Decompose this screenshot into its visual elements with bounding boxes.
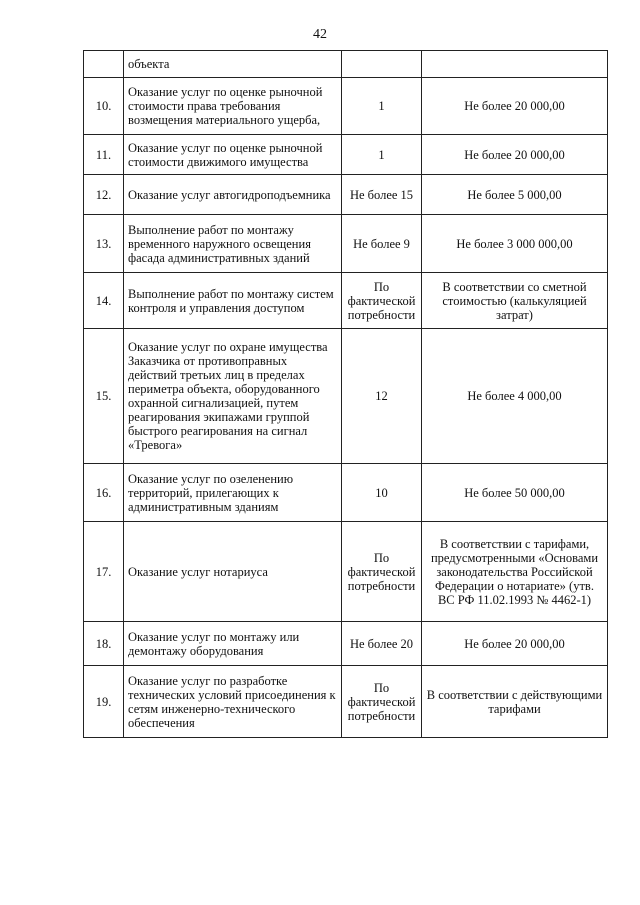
service-price: В соответствии с тарифами, предусмотренными «Основами законодательства Российской Федерации о нотариате» (утв. ВС РФ 11.02.1993 № 4462-1) — [422, 522, 608, 622]
table-row — [84, 329, 608, 464]
table-row — [84, 666, 608, 738]
service-name: Выполнение работ по монтажу временного наружного освещения фасада административных зданий — [124, 215, 342, 273]
service-price: В соответствии с действующими тарифами — [422, 666, 608, 738]
row-number: 12. — [84, 175, 124, 215]
page-number: 42 — [313, 27, 327, 42]
table-row — [84, 522, 608, 622]
service-price: Не более 20 000,00 — [422, 622, 608, 666]
service-quantity: Не более 9 — [342, 215, 422, 273]
service-quantity: По фактической потребности — [342, 666, 422, 738]
service-quantity: 12 — [342, 329, 422, 464]
service-quantity: 10 — [342, 464, 422, 522]
service-quantity: По фактической потребности — [342, 273, 422, 329]
row-number: 13. — [84, 215, 124, 273]
service-quantity: 1 — [342, 135, 422, 175]
service-price: Не более 3 000 000,00 — [422, 215, 608, 273]
service-price: Не более 5 000,00 — [422, 175, 608, 215]
service-price: Не более 4 000,00 — [422, 329, 608, 464]
row-number: 19. — [84, 666, 124, 738]
table-row — [84, 78, 608, 135]
service-price: В соответствии со сметной стоимостью (калькуляцией затрат) — [422, 273, 608, 329]
service-name: Оказание услуг по озеленению территорий, прилегающих к административным зданиям — [124, 464, 342, 522]
table-row — [84, 273, 608, 329]
service-name: Оказание услуг по монтажу или демонтажу оборудования — [124, 622, 342, 666]
row-number: 10. — [84, 78, 124, 135]
row-number: 18. — [84, 622, 124, 666]
row-number: 16. — [84, 464, 124, 522]
row-number: 14. — [84, 273, 124, 329]
service-quantity: Не более 20 — [342, 622, 422, 666]
service-name: объекта — [124, 51, 342, 78]
service-name: Оказание услуг по охране имущества Заказчика от противоправных действий третьих лиц в пределах периметра объекта, оборудованного охранной сигнализацией, путем реагирования экипажами группой быстрого реагирования на сигнал «Тревога» — [124, 329, 342, 464]
service-price: Не более 20 000,00 — [422, 78, 608, 135]
row-number: 17. — [84, 522, 124, 622]
row-number — [84, 51, 124, 78]
table-row — [84, 135, 608, 175]
table-row — [84, 215, 608, 273]
table-row — [84, 622, 608, 666]
service-quantity: Не более 15 — [342, 175, 422, 215]
row-number: 15. — [84, 329, 124, 464]
service-name: Выполнение работ по монтажу систем контроля и управления доступом — [124, 273, 342, 329]
service-quantity — [342, 51, 422, 78]
service-name: Оказание услуг по оценке рыночной стоимости движимого имущества — [124, 135, 342, 175]
service-quantity: По фактической потребности — [342, 522, 422, 622]
service-name: Оказание услуг автогидроподъемника — [124, 175, 342, 215]
row-number: 11. — [84, 135, 124, 175]
service-price — [422, 51, 608, 78]
table-row — [84, 51, 608, 78]
service-name: Оказание услуг нотариуса — [124, 522, 342, 622]
service-quantity: 1 — [342, 78, 422, 135]
service-price: Не более 20 000,00 — [422, 135, 608, 175]
service-name: Оказание услуг по оценке рыночной стоимости права требования возмещения материального ущерба, — [124, 78, 342, 135]
service-name: Оказание услуг по разработке технических условий присоединения к сетям инженерно-технического обеспечения — [124, 666, 342, 738]
service-price: Не более 50 000,00 — [422, 464, 608, 522]
services-table — [83, 50, 608, 738]
table-row — [84, 175, 608, 215]
table-row — [84, 464, 608, 522]
